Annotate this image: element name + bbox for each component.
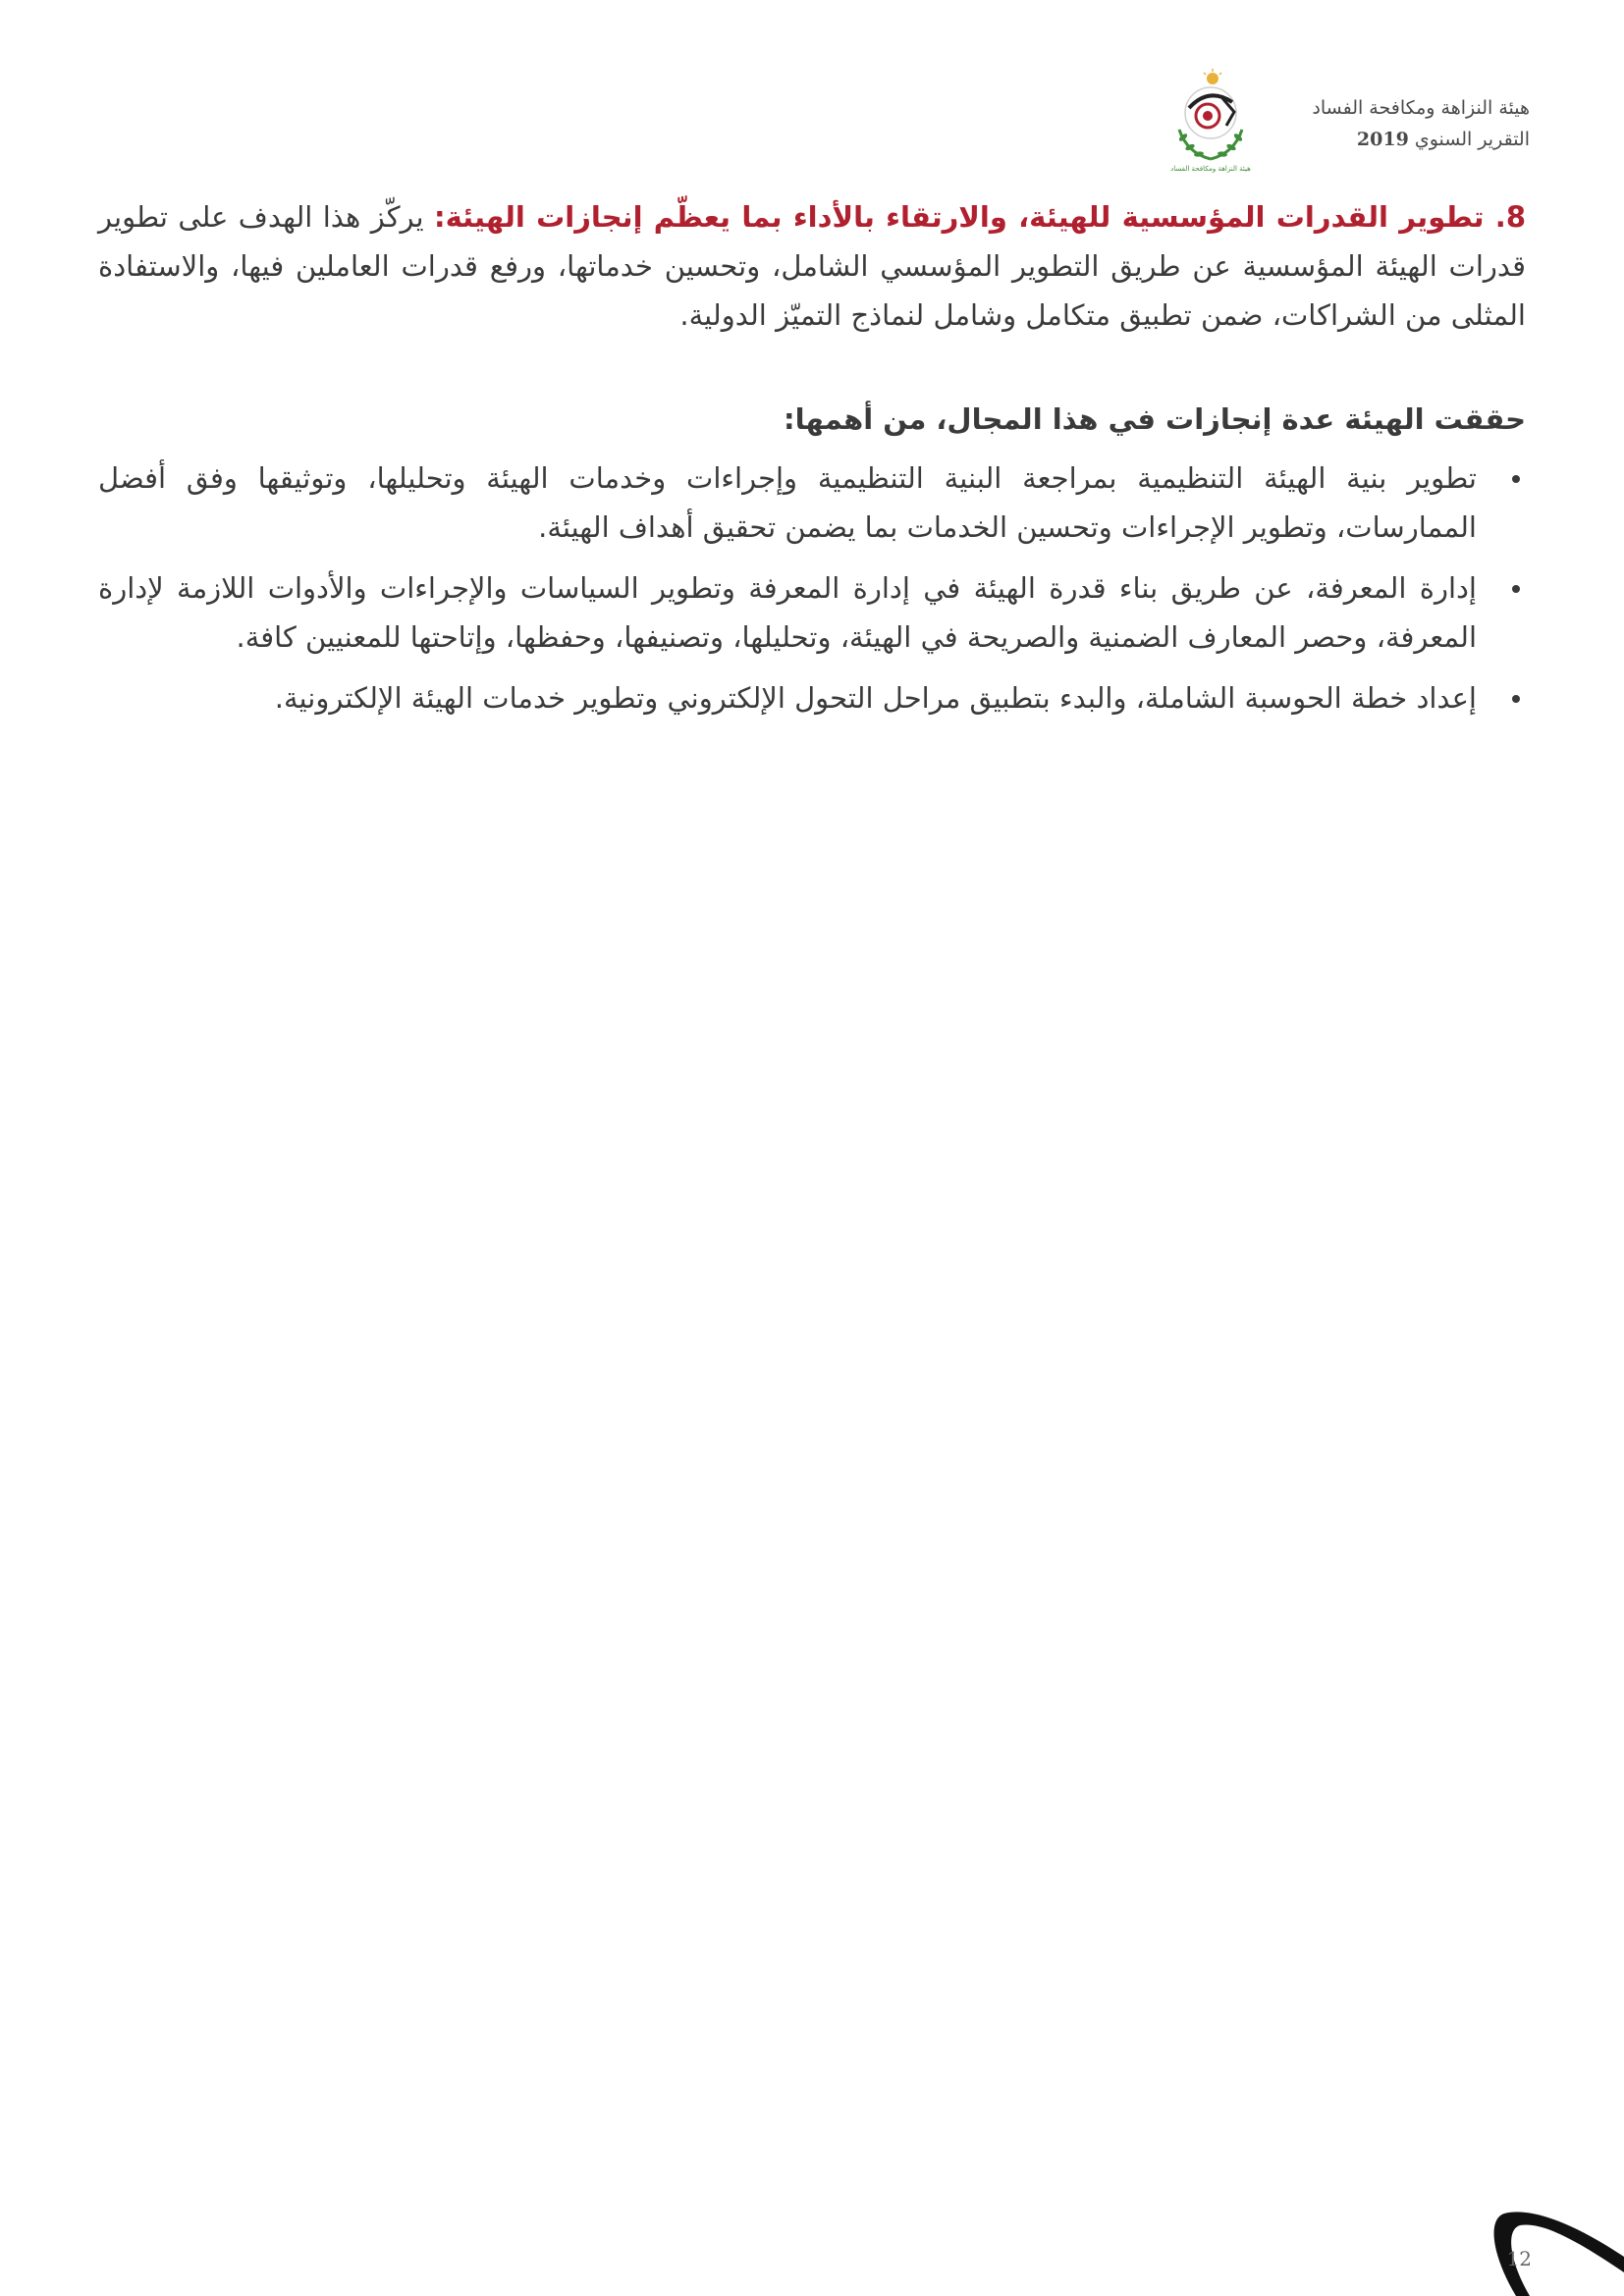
report-label: التقرير السنوي (1414, 129, 1530, 150)
bullet-icon (1512, 695, 1520, 703)
organization-logo (1162, 69, 1260, 177)
report-title (1312, 124, 1530, 155)
report-year: 2019 (1356, 129, 1409, 150)
list-item-text: تطوير بنية الهيئة التنظيمية بمراجعة البنية التنظيمية وإجراءات وخدمات الهيئة وتحليلها، وتوثيقها وفق أفضل الممارسات، وتطوير الإجراءات وتحسين الخدمات بما يضمن تحقيق أهداف الهيئة. (98, 461, 1477, 544)
objective-paragraph (98, 192, 1526, 340)
list-item (98, 454, 1526, 552)
achievements-list (98, 454, 1526, 722)
objective-title: 8. تطوير القدرات المؤسسية للهيئة، والارتقاء بالأداء بما يعظّم إنجازات الهيئة: (434, 200, 1526, 234)
list-item (98, 563, 1526, 662)
main-content (98, 192, 1526, 734)
logo-caption: هيئة النزاهة ومكافحة الفساد (1170, 165, 1251, 173)
list-item-text: إعداد خطة الحوسبة الشاملة، والبدء بتطبيق مراحل التحول الإلكتروني وتطوير خدمات الهيئة الإلكترونية. (274, 681, 1477, 715)
achievements-heading: حققت الهيئة عدة إنجازات في هذا المجال، من أهمها: (784, 402, 1526, 436)
page-header (1137, 69, 1530, 177)
page-number: 12 (1506, 2247, 1532, 2270)
bullet-icon (1512, 585, 1520, 593)
header-text (1312, 92, 1530, 155)
list-item (98, 673, 1526, 722)
objective-body: يركّز هذا الهدف على تطوير قدرات الهيئة المؤسسية عن طريق التطوير المؤسسي الشامل، وتحسين خدماتها، ورفع قدرات العاملين فيها، والاستفادة المثلى من الشراكات، ضمن تطبيق متكامل وشامل لنماذج التميّز الدولية. (98, 200, 1526, 332)
list-item-text: إدارة المعرفة، عن طريق بناء قدرة الهيئة في إدارة المعرفة وتطوير السياسات والإجراءات والأدوات اللازمة لإدارة المعرفة، وحصر المعارف الضمنية والصريحة في الهيئة، وتحليلها، وتصنيفها، وحفظها، وإتاحتها للمعنيين كافة. (98, 571, 1477, 654)
corner-swoosh-decoration (1447, 2188, 1624, 2296)
org-name: هيئة النزاهة ومكافحة الفساد (1312, 97, 1530, 119)
bullet-icon (1512, 475, 1520, 483)
